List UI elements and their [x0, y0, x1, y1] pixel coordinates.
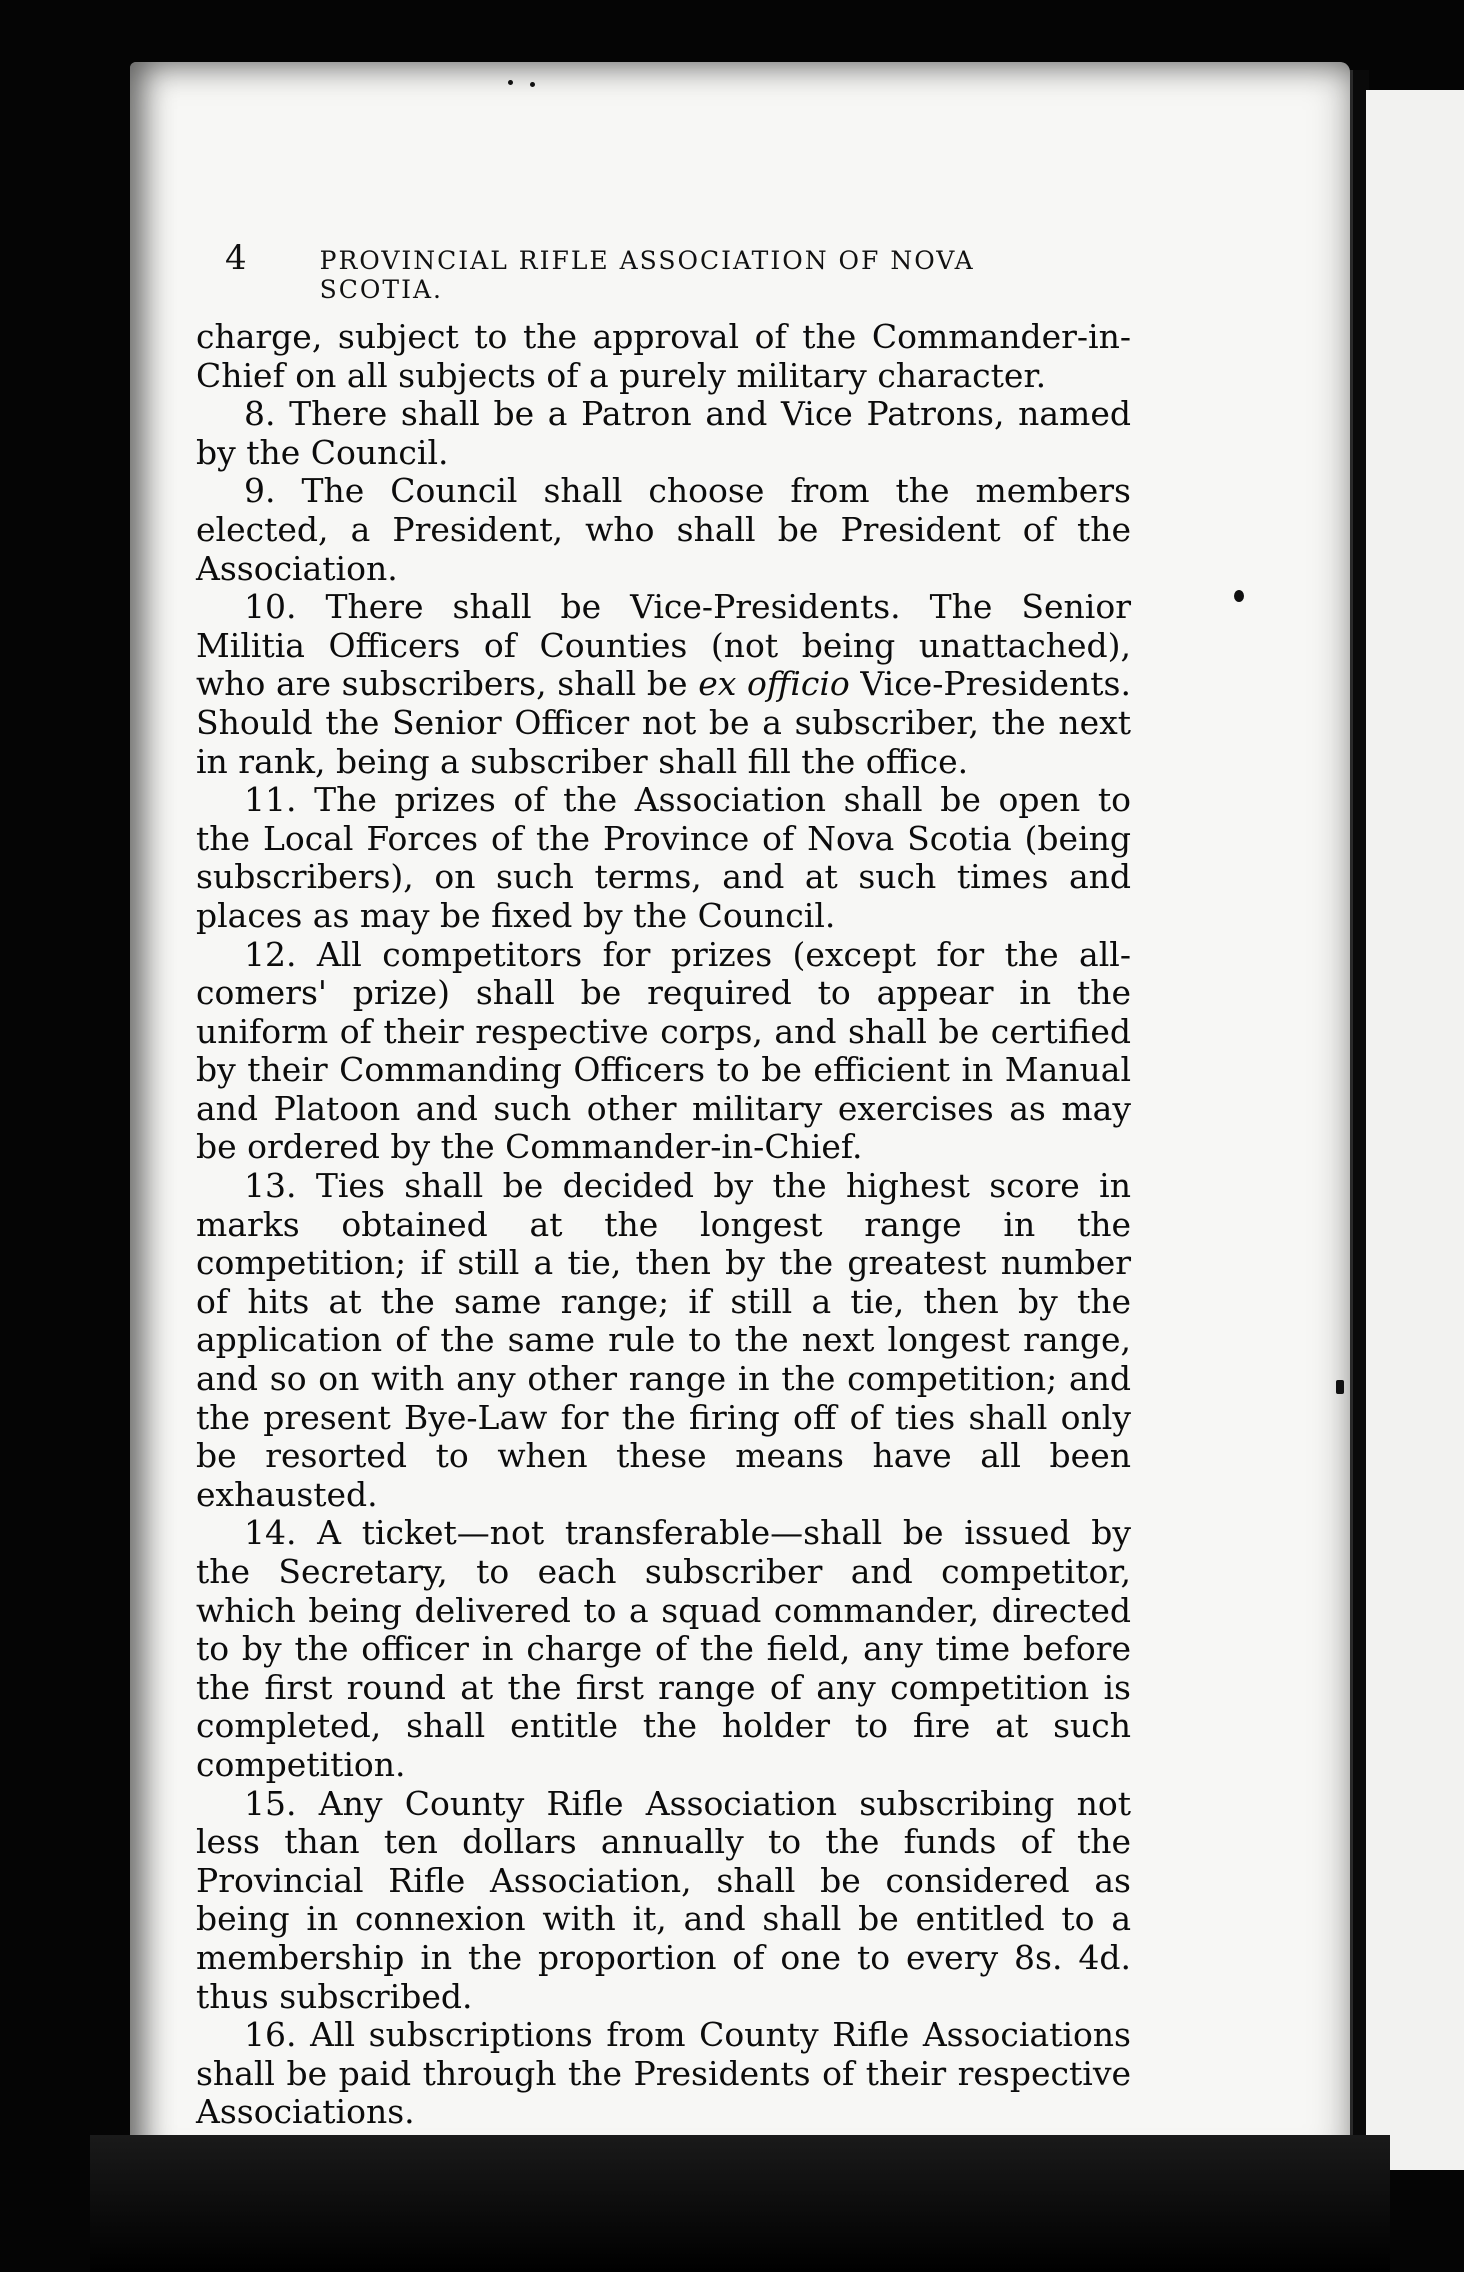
paragraph-16: 16. All subscriptions from County Rifle Associations shall be paid through the Presidents of their respective Associations.: [196, 2015, 1131, 2132]
paragraph-9: 9. The Council shall choose from the members elected, a President, who shall be President of the Association.: [196, 471, 1131, 588]
paragraph-8: 8. There shall be a Patron and Vice Patrons, named by the Council.: [196, 394, 1131, 472]
header-title: PROVINCIAL RIFLE ASSOCIATION OF NOVA SCOTIA.: [319, 246, 975, 304]
paragraph-15: 15. Any County Rifle Association subscribing not less than ten dollars annually to the funds of the Provincial Rifle Association, shall be considered as being in connexion with it, and shall be entitled to a membership in the proportion of one to every 8s. 4d. thus subscribed.: [196, 1783, 1131, 2016]
page-number: 4: [225, 238, 247, 278]
paragraph-13: 13. Ties shall be decided by the highest score in marks obtained at the longest range in the competition; if still a tie, then by the greatest number of hits at the same range; if still a tie, then by the application of the same rule to the next longest range, and so on with any other range in the competition; and the present Bye-Law for the firing off of ties shall only be resorted to when these means have all been exhausted.: [196, 1166, 1131, 1514]
paragraph-12: 12. All competitors for prizes (except for the all-comers' prize) shall be required to appear in the uniform of their respective corps, and shall be certified by their Commanding Officers to be efficient in Manual and Platoon and such other military exercises as may be ordered by the Commander-in-Chief.: [196, 934, 1131, 1167]
paragraph-10-text-a: 10. There shall be Vice-Presidents. The Senior Militia Officers of Counties (not being unattached), who are subscribers, shall be: [196, 587, 1131, 704]
scan-speck: [1234, 590, 1244, 602]
running-header: [225, 238, 1105, 304]
paragraph-10: [196, 588, 1131, 781]
paragraph-10-italic: ex officio: [698, 664, 850, 704]
scan-speck: [508, 80, 513, 85]
scan-speck: [1336, 1380, 1344, 1394]
page-bottom-shadow: [90, 2135, 1390, 2272]
paragraph-11: 11. The prizes of the Association shall be open to the Local Forces of the Province of Nova Scotia (being subscribers), on such terms, and at such times and places as may be fixed by the Council.: [196, 780, 1131, 935]
paragraph-continuation: charge, subject to the approval of the Commander-in-Chief on all subjects of a purely military character.: [196, 317, 1131, 395]
page-body: [196, 318, 1131, 2132]
scan-speck: [530, 82, 535, 87]
facing-page-edge: [1366, 90, 1464, 2170]
paragraph-10-text-b: Vice-Presidents. Should the Senior Officer not be a subscriber, the next in rank, being a subscriber shall fill the office.: [196, 664, 1131, 781]
paragraph-14: 14. A ticket—not transferable—shall be issued by the Secretary, to each subscriber and competitor, which being delivered to a squad commander, directed to by the officer in charge of the field, any time before the first round at the first range of any competition is completed, shall entitle the holder to fire at such competition.: [196, 1513, 1131, 1784]
